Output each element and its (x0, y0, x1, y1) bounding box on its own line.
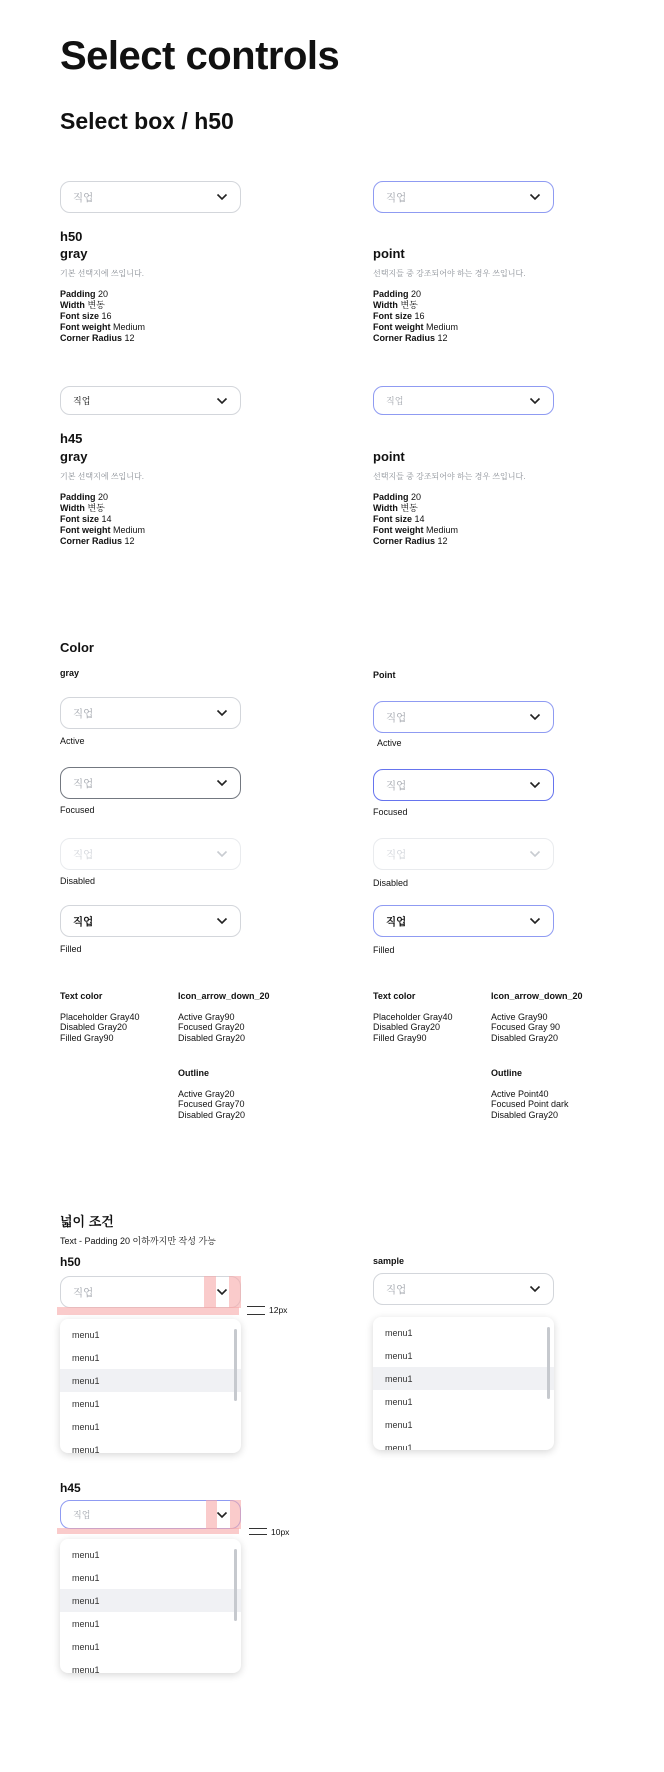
state-label-active: Active (60, 736, 85, 746)
variant-desc-point: 선택지들 중 강조되어야 하는 경우 쓰입니다. (373, 269, 526, 278)
select-sample[interactable] (373, 1273, 554, 1305)
select-placeholder: 직업 (73, 1510, 91, 1520)
menu-item[interactable]: menu1 (60, 1589, 241, 1612)
gray-outline-color-note: Outline Active Gray20 Focused Gray70 Disabled Gray20 (178, 1068, 246, 1120)
chevron-down-icon (529, 1285, 541, 1293)
menu-item[interactable]: menu1 (72, 1641, 100, 1652)
scrollbar[interactable] (234, 1549, 237, 1621)
chevron-down-icon (216, 397, 228, 405)
size-label-h50: h50 (60, 229, 83, 244)
point-icon-color-note: Icon_arrow_down_20 Active Gray90 Focused Gray 90 Disabled Gray20 (491, 991, 583, 1043)
menu-item[interactable]: menu1 (385, 1419, 413, 1430)
spec-list-h50-point: Padding 20 Width 변동 Font size 16 Font weight Medium Corner Radius 12 (373, 289, 459, 343)
select-point-filled[interactable] (373, 905, 554, 937)
chevron-down-icon (216, 193, 228, 201)
width-h45-label: h45 (60, 1481, 81, 1495)
menu-item[interactable]: menu1 (72, 1352, 100, 1363)
variant-title-gray: gray (60, 449, 88, 464)
menu-item[interactable]: menu1 (373, 1367, 554, 1390)
select-placeholder: 직업 (386, 711, 407, 724)
spec-list-h45-point: Padding 20 Width 변동 Font size 14 Font weight Medium Corner Radius 12 (373, 492, 459, 546)
state-label-disabled: Disabled (373, 878, 409, 888)
chevron-down-icon (529, 917, 541, 925)
chevron-down-icon (216, 709, 228, 717)
dropdown-menu-h45[interactable] (60, 1539, 241, 1673)
variant-desc-gray: 기본 선택지에 쓰입니다. (60, 269, 144, 278)
select-h45-gray[interactable] (60, 386, 241, 415)
state-label-focused: Focused (373, 807, 408, 817)
select-point-focused[interactable] (373, 769, 554, 801)
dimension-marker (247, 1306, 265, 1315)
menu-item[interactable]: menu1 (385, 1327, 413, 1338)
select-point-active[interactable] (373, 701, 554, 733)
gray-column-label: gray (60, 668, 80, 678)
select-h45-point[interactable] (373, 386, 554, 415)
padding-guide (230, 1500, 241, 1529)
scrollbar[interactable] (547, 1327, 550, 1399)
variant-desc-point: 선택지들 중 강조되어야 하는 경우 쓰입니다. (373, 472, 526, 481)
select-gray-filled[interactable] (60, 905, 241, 937)
select-placeholder: 직업 (386, 848, 407, 861)
chevron-down-icon (216, 917, 228, 925)
dimension-label-12px: 12px (269, 1305, 288, 1315)
dimension-marker (249, 1528, 267, 1535)
padding-guide (206, 1500, 217, 1529)
point-text-color-note: Text color Placeholder Gray40 Disabled Gray20 Filled Gray90 (373, 991, 453, 1043)
menu-item[interactable]: menu1 (72, 1421, 100, 1432)
select-value: 직업 (73, 915, 94, 928)
dropdown-menu-h50[interactable] (60, 1319, 241, 1453)
size-label-h45: h45 (60, 431, 83, 446)
select-placeholder: 직업 (73, 1286, 94, 1299)
chevron-down-icon (216, 850, 228, 858)
chevron-down-icon (216, 779, 228, 787)
gap-guide (57, 1528, 239, 1534)
select-gray-active[interactable] (60, 697, 241, 729)
select-value: 직업 (386, 915, 407, 928)
select-gray-focused[interactable] (60, 767, 241, 799)
width-h50-label: h50 (60, 1255, 81, 1269)
chevron-down-icon (216, 1288, 228, 1296)
select-h50-point[interactable] (373, 181, 554, 213)
menu-item[interactable]: menu1 (385, 1350, 413, 1361)
chevron-down-icon (216, 1511, 228, 1519)
state-label-active: Active (377, 738, 402, 748)
sample-label: sample (373, 1256, 405, 1266)
menu-item[interactable]: menu1 (72, 1398, 100, 1409)
spec-list-h45-gray: Padding 20 Width 변동 Font size 14 Font weight Medium Corner Radius 12 (60, 492, 146, 546)
gray-text-color-note: Text color Placeholder Gray40 Disabled Gray20 Filled Gray90 (60, 991, 140, 1043)
gap-guide (57, 1307, 239, 1315)
state-label-filled: Filled (60, 944, 82, 954)
variant-desc-gray: 기본 선택지에 쓰입니다. (60, 472, 144, 481)
section-title: Select box / h50 (60, 108, 234, 134)
select-placeholder: 직업 (386, 191, 407, 204)
page-title: Select controls (60, 34, 340, 78)
menu-item[interactable]: menu1 (72, 1549, 100, 1560)
menu-item[interactable]: menu1 (72, 1329, 100, 1340)
padding-guide (204, 1276, 216, 1308)
dropdown-menu-sample[interactable] (373, 1317, 554, 1450)
chevron-down-icon (529, 850, 541, 858)
width-section-title: 넓이 조건 (60, 1214, 114, 1229)
select-placeholder: 직업 (73, 191, 94, 204)
select-value: 직업 (73, 396, 91, 406)
menu-item[interactable]: menu1 (72, 1618, 100, 1629)
menu-item[interactable]: menu1 (385, 1442, 413, 1450)
menu-item[interactable]: menu1 (72, 1572, 100, 1583)
select-point-disabled[interactable] (373, 838, 554, 870)
select-placeholder: 직업 (73, 777, 94, 790)
width-section-note: Text - Padding 20 이하까지만 작성 가능 (60, 1236, 216, 1246)
variant-title-point: point (373, 246, 405, 261)
menu-item[interactable]: menu1 (72, 1444, 100, 1453)
chevron-down-icon (529, 397, 541, 405)
state-label-focused: Focused (60, 805, 95, 815)
padding-guide (229, 1276, 241, 1308)
variant-title-gray: gray (60, 246, 88, 261)
variant-title-point: point (373, 449, 405, 464)
color-section-title: Color (60, 640, 94, 655)
scrollbar[interactable] (234, 1329, 237, 1401)
chevron-down-icon (529, 781, 541, 789)
state-label-disabled: Disabled (60, 876, 96, 886)
point-column-label: Point (373, 670, 396, 680)
select-placeholder: 직업 (386, 396, 404, 406)
spec-list-h50-gray: Padding 20 Width 변동 Font size 16 Font weight Medium Corner Radius 12 (60, 289, 146, 343)
menu-item[interactable]: menu1 (385, 1396, 413, 1407)
state-label-filled: Filled (373, 945, 395, 955)
menu-item[interactable]: menu1 (72, 1664, 100, 1673)
chevron-down-icon (529, 193, 541, 201)
menu-item[interactable]: menu1 (60, 1369, 241, 1392)
select-placeholder: 직업 (73, 707, 94, 720)
chevron-down-icon (529, 713, 541, 721)
select-h50-gray[interactable] (60, 181, 241, 213)
gray-icon-color-note: Icon_arrow_down_20 Active Gray90 Focused Gray20 Disabled Gray20 (178, 991, 270, 1043)
select-gray-disabled[interactable] (60, 838, 241, 870)
point-outline-color-note: Outline Active Point40 Focused Point dark Disabled Gray20 (491, 1068, 569, 1120)
select-placeholder: 직업 (386, 1283, 407, 1296)
select-placeholder: 직업 (386, 779, 407, 792)
dimension-label-10px: 10px (271, 1527, 290, 1537)
select-placeholder: 직업 (73, 848, 94, 861)
